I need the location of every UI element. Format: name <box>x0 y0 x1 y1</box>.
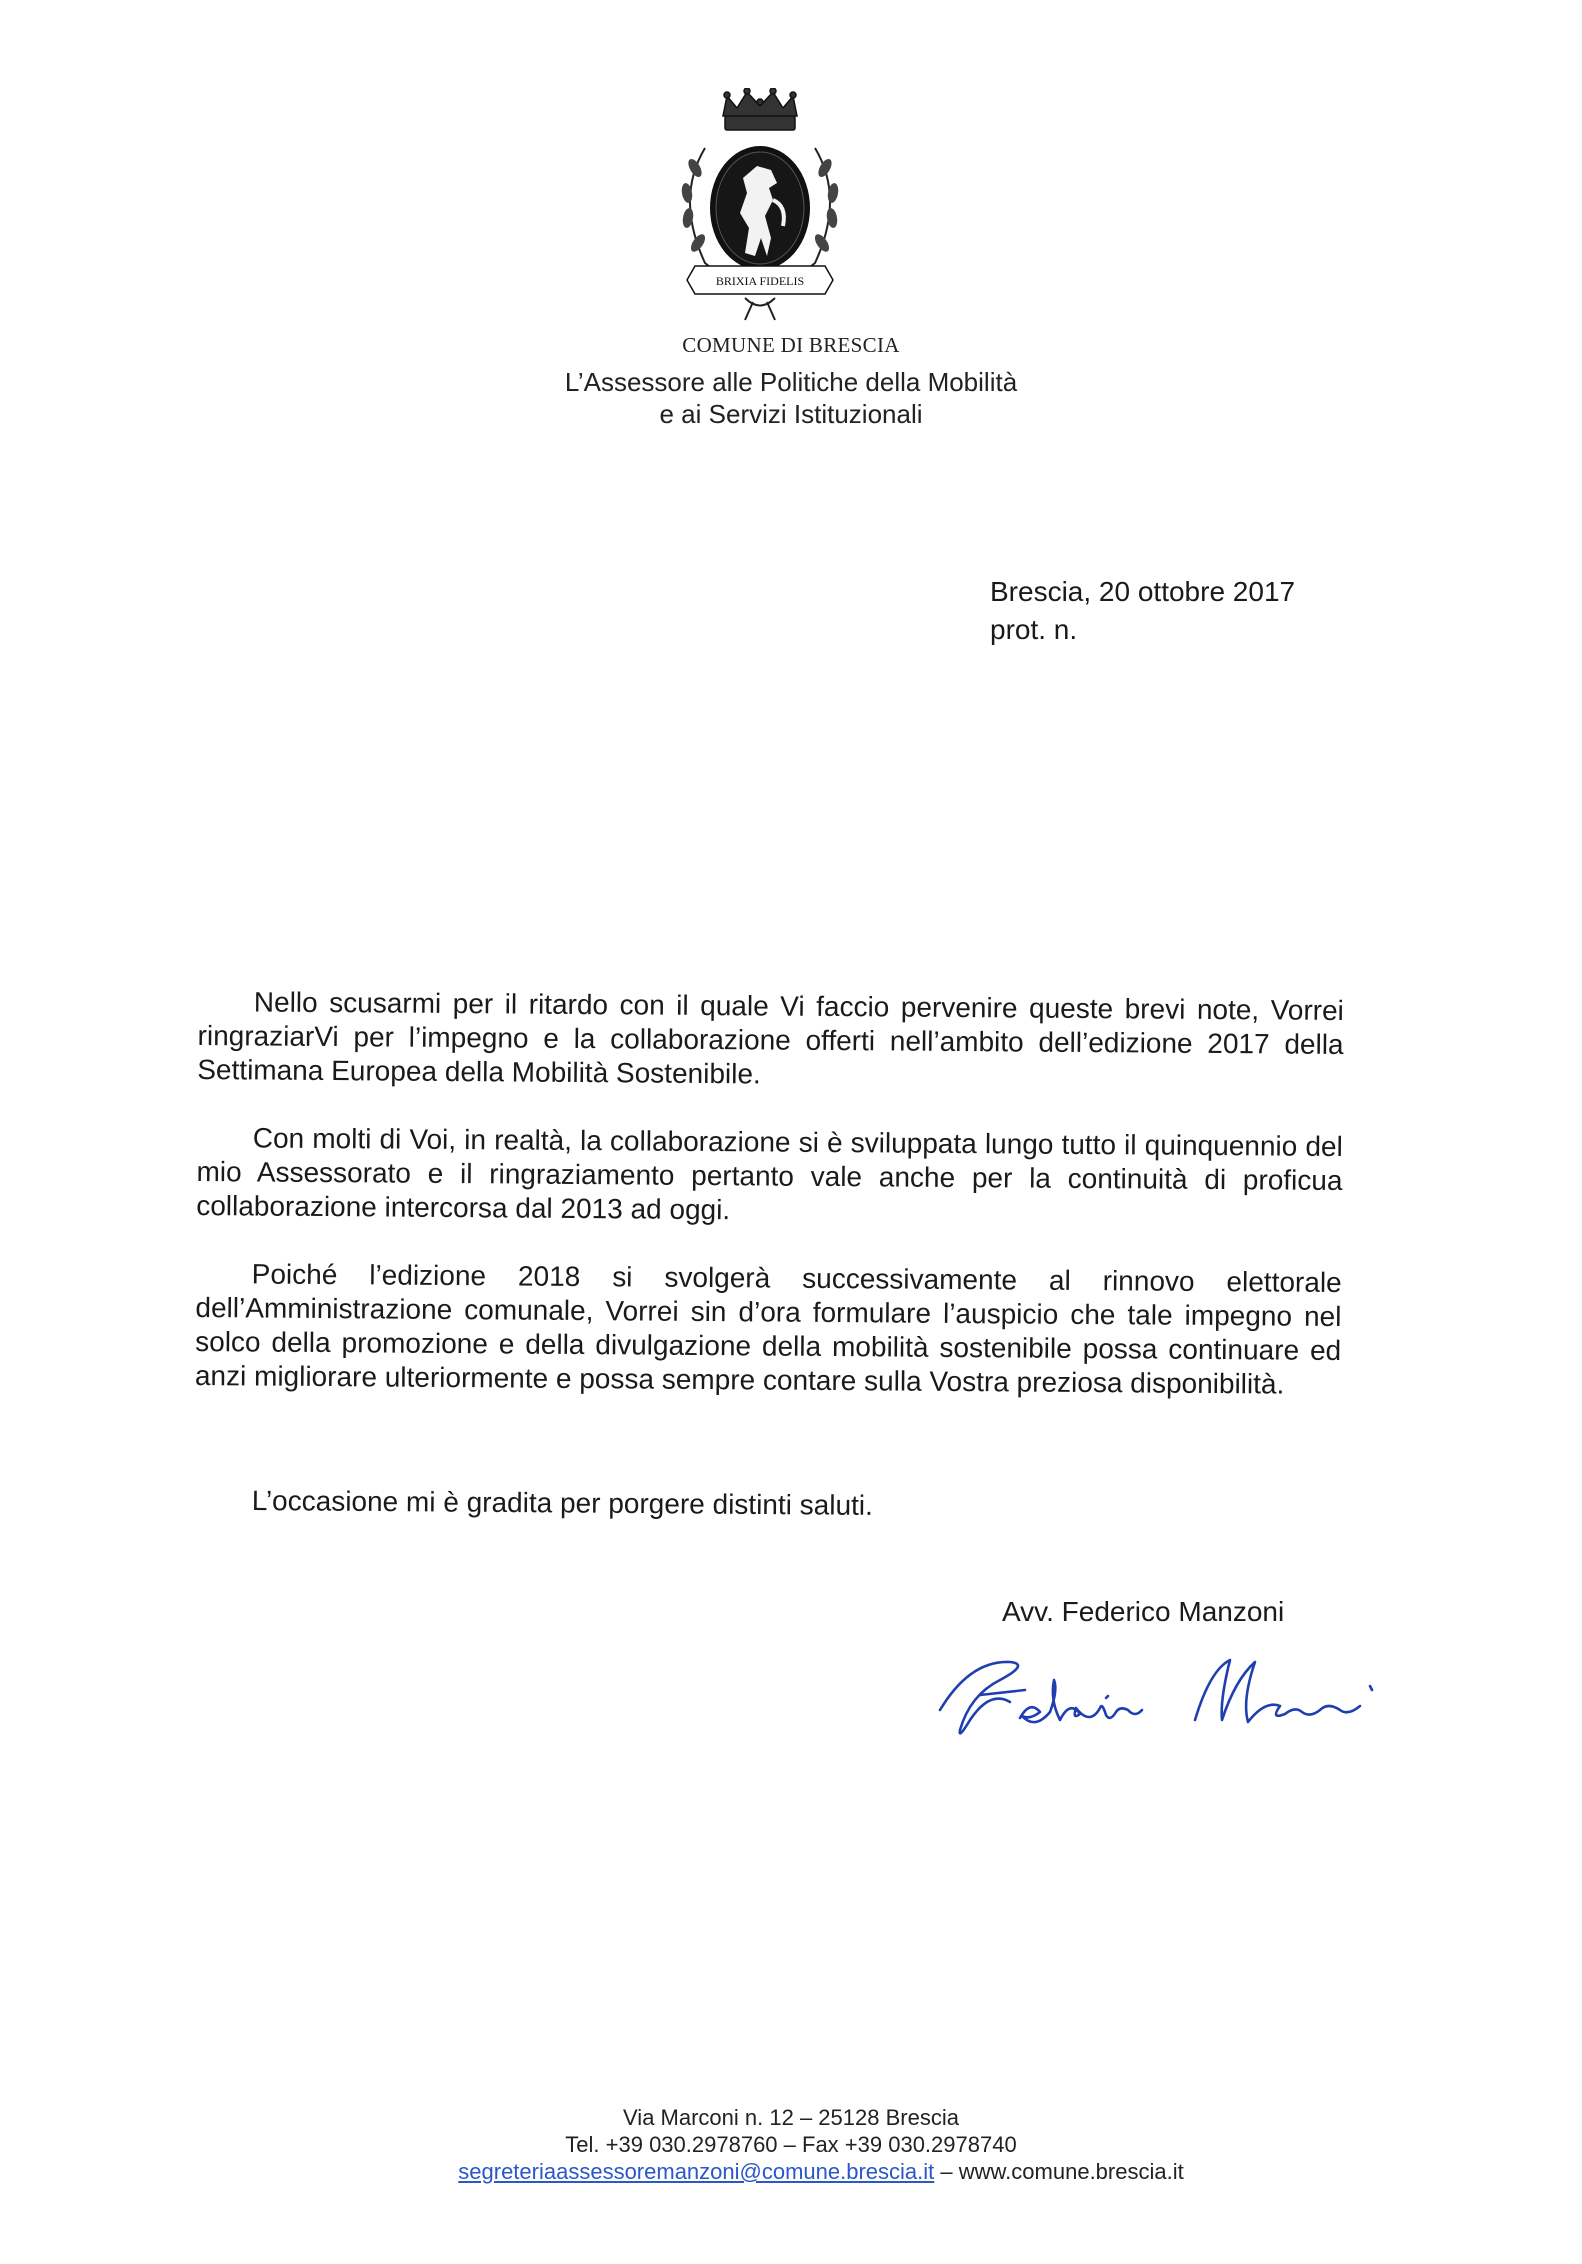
place-date: Brescia, 20 ottobre 2017 <box>990 576 1296 607</box>
brescia-coat-of-arms-icon <box>665 88 855 324</box>
org-title-line1: L’Assessore alle Politiche della Mobilità <box>564 367 1018 397</box>
closing-line: L’occasione mi è gradita per porgere distinti saluti. <box>251 1485 873 1521</box>
body-paragraph: Con molti di Voi, in realtà, la collaborazione si è sviluppata lungo tutto il quinquennio del mio Assessorato e il ringraziamento pertanto vale anche per la continuità di proficua collaborazione intercorsa dal 2013 ad oggi. <box>196 1122 1343 1226</box>
body-paragraph: Nello scusarmi per il ritardo con il quale Vi faccio pervenire queste brevi note, Vorrei ringraziarVi per l’impegno e la collaborazione offerti nell’ambito dell’edizione 2017 della Settimana Europea della Mobilità Sostenibile. <box>197 986 1344 1090</box>
signer-name: Avv. Federico Manzoni <box>1002 1596 1285 1627</box>
handwritten-signature <box>930 1640 1400 1760</box>
footer-email-link[interactable]: segreteriaassessoremanzoni@comune.brescia.it <box>458 2159 935 2184</box>
footer-website[interactable]: www.comune.brescia.it <box>958 2159 1184 2184</box>
protocol-number: prot. n. <box>990 614 1078 645</box>
org-title-line2: e ai Servizi Istituzionali <box>659 399 923 429</box>
footer-phone-fax: Tel. +39 030.2978760 – Fax +39 030.2978740 <box>565 2132 1017 2157</box>
crest-motto: BRIXIA FIDELIS <box>715 274 805 288</box>
footer-address: Via Marconi n. 12 – 25128 Brescia <box>623 2105 959 2130</box>
org-name: COMUNE DI BRESCIA <box>682 333 900 357</box>
body-paragraph: Poiché l’edizione 2018 si svolgerà successivamente al rinnovo elettorale dell’Amministrazione comunale, Vorrei sin d’ora formulare l’auspicio che tale impegno nel solco della promozione e della divulgazione della mobilità sostenibile possa continuare ed anzi migliorare ulteriormente e possa sempre contare sulla Vostra preziosa disponibilità. <box>194 1258 1342 1400</box>
footer-separator: – <box>934 2159 959 2184</box>
footer-contacts <box>0 2158 1582 2185</box>
letter-footer <box>0 2104 1582 2185</box>
letter-body <box>195 985 1344 1436</box>
date-block <box>990 573 1295 649</box>
